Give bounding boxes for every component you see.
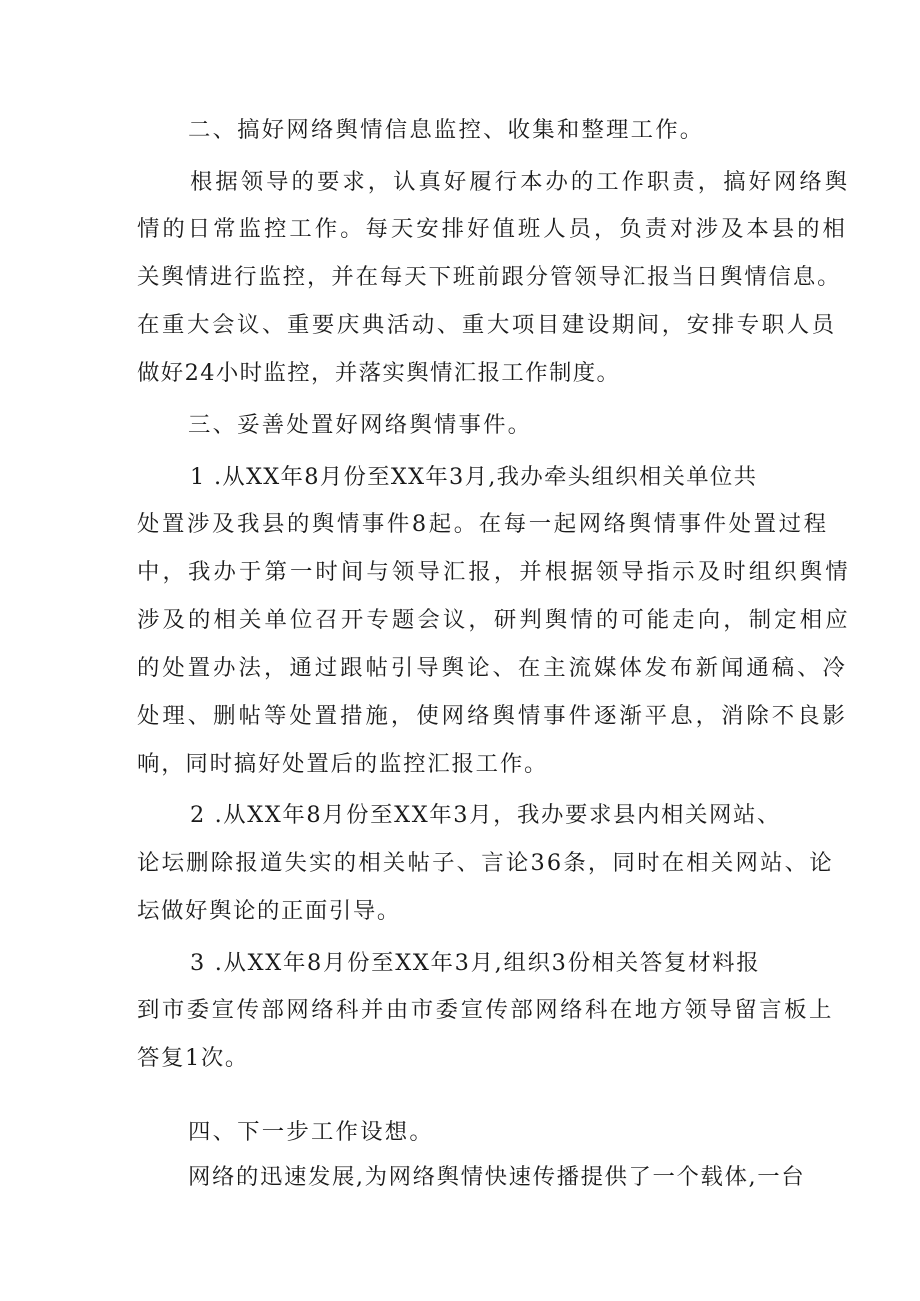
list-item-3-line: 3 .从XX年8月份至XX年3月,组织3份相关答复材料报 — [190, 950, 761, 976]
list-item-2-line: 2 .从XX年8月份至XX年3月，我办要求县内相关网站、 — [190, 802, 781, 828]
paragraph-line: 情的日常监控工作。每天安排好值班人员，负责对涉及本县的相 — [137, 216, 848, 242]
list-item-1-line: 涉及的相关单位召开专题会议，研判舆情的可能走向，制定相应 — [137, 607, 851, 633]
list-item-1-line: 处理、删帖等处置措施，使网络舆情事件逐渐平息，消除不良影 — [137, 703, 848, 729]
paragraph-line: 网络的迅速发展,为网络舆情快速传播提供了一个载体,一台 — [188, 1164, 806, 1190]
section-heading-4: 四、下一步工作设想。 — [188, 1119, 434, 1145]
paragraph-line: 根据领导的要求，认真好履行本办的工作职责，搞好网络舆 — [190, 169, 851, 195]
list-item-3-line: 答复1次。 — [137, 1045, 249, 1071]
list-item-1-line: 1 .从XX年8月份至XX年3月,我办牵头组织相关单位共 — [190, 464, 758, 490]
list-item-1-line: 处置涉及我县的舆情事件8起。在每一起网络舆情事件处置过程 — [137, 511, 829, 537]
paragraph-line: 做好24小时监控，并落实舆情汇报工作制度。 — [137, 360, 621, 386]
list-item-2-line: 论坛删除报道失实的相关帖子、言论36条，同时在相关网站、论 — [137, 850, 834, 876]
list-item-1-line: 中，我办于第一时间与领导汇报，并根据领导指示及时组织舆情 — [137, 559, 851, 585]
list-item-3-line: 到市委宣传部网络科并由市委宣传部网络科在地方领导留言板上 — [137, 997, 834, 1023]
list-item-1-line: 的处置办法，通过跟帖引导舆论、在主流媒体发布新闻通稿、冷 — [137, 655, 848, 681]
paragraph-line: 在重大会议、重要庆典活动、重大项目建设期间，安排专职人员 — [137, 312, 837, 338]
section-heading-3: 三、妥善处置好网络舆情事件。 — [188, 412, 533, 438]
list-item-2-line: 坛做好舆论的正面引导。 — [137, 898, 401, 924]
list-item-1-line: 响，同时搞好处置后的监控汇报工作。 — [137, 751, 549, 777]
paragraph-line: 关舆情进行监控，并在每天下班前跟分管领导汇报当日舆情信息。 — [137, 264, 842, 290]
section-heading-2: 二、搞好网络舆情信息监控、收集和整理工作。 — [188, 117, 705, 143]
